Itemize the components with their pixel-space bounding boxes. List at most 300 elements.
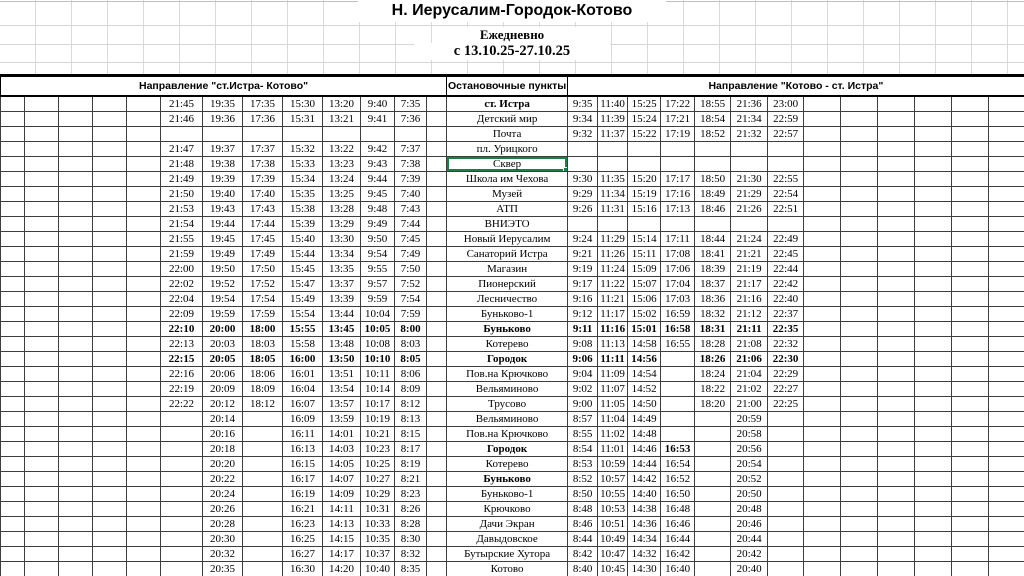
empty-cell[interactable]: [841, 112, 878, 127]
empty-cell[interactable]: [127, 217, 161, 232]
empty-cell[interactable]: [1, 352, 25, 367]
departure-time-cell[interactable]: 18:03: [243, 337, 283, 352]
return-time-cell[interactable]: 11:07: [598, 382, 628, 397]
departure-time-cell[interactable]: 22:09: [161, 307, 203, 322]
empty-cell[interactable]: [127, 472, 161, 487]
empty-cell[interactable]: [1, 517, 25, 532]
departure-time-cell[interactable]: 19:44: [203, 217, 243, 232]
return-time-cell[interactable]: 18:28: [695, 337, 731, 352]
departure-time-cell[interactable]: 15:38: [283, 202, 323, 217]
departure-time-cell[interactable]: 7:49: [395, 247, 427, 262]
departure-time-cell[interactable]: 10:25: [361, 457, 395, 472]
departure-time-cell[interactable]: 20:14: [203, 412, 243, 427]
empty-cell[interactable]: [841, 367, 878, 382]
empty-cell[interactable]: [841, 517, 878, 532]
stop-cell[interactable]: Крючково: [447, 502, 568, 517]
empty-cell[interactable]: [127, 157, 161, 172]
empty-cell[interactable]: [952, 337, 989, 352]
return-time-cell[interactable]: 21:17: [731, 277, 768, 292]
stop-cell[interactable]: Буньково-1: [447, 487, 568, 502]
empty-cell[interactable]: [989, 427, 1024, 442]
departure-time-cell[interactable]: 7:59: [395, 307, 427, 322]
departure-time-cell[interactable]: 19:35: [203, 96, 243, 112]
return-time-cell[interactable]: 16:50: [661, 487, 695, 502]
empty-cell[interactable]: [841, 457, 878, 472]
empty-cell[interactable]: [952, 487, 989, 502]
empty-cell[interactable]: [989, 352, 1024, 367]
return-time-cell[interactable]: 22:51: [768, 202, 804, 217]
return-time-cell[interactable]: [768, 412, 804, 427]
empty-cell[interactable]: [915, 127, 952, 142]
departure-time-cell[interactable]: 20:22: [203, 472, 243, 487]
departure-time-cell[interactable]: 15:40: [283, 232, 323, 247]
empty-cell[interactable]: [915, 487, 952, 502]
stop-cell[interactable]: Санаторий Истра: [447, 247, 568, 262]
empty-cell[interactable]: [59, 96, 93, 112]
empty-cell[interactable]: [989, 337, 1024, 352]
empty-cell[interactable]: [841, 427, 878, 442]
departure-time-cell[interactable]: 13:29: [323, 217, 361, 232]
empty-cell[interactable]: [427, 187, 447, 202]
return-time-cell[interactable]: 18:36: [695, 292, 731, 307]
departure-time-cell[interactable]: 22:19: [161, 382, 203, 397]
empty-cell[interactable]: [878, 412, 915, 427]
empty-cell[interactable]: [804, 532, 841, 547]
empty-cell[interactable]: [878, 367, 915, 382]
empty-cell[interactable]: [93, 352, 127, 367]
empty-cell[interactable]: [427, 157, 447, 172]
return-time-cell[interactable]: 17:13: [661, 202, 695, 217]
return-time-cell[interactable]: 21:02: [731, 382, 768, 397]
empty-cell[interactable]: [93, 532, 127, 547]
return-time-cell[interactable]: 18:50: [695, 172, 731, 187]
return-time-cell[interactable]: 14:32: [628, 547, 661, 562]
stop-cell[interactable]: Котово: [447, 562, 568, 576]
empty-cell[interactable]: [878, 427, 915, 442]
departure-time-cell[interactable]: [161, 442, 203, 457]
empty-cell[interactable]: [878, 127, 915, 142]
return-time-cell[interactable]: [661, 142, 695, 157]
empty-cell[interactable]: [915, 457, 952, 472]
departure-time-cell[interactable]: 8:05: [395, 352, 427, 367]
departure-time-cell[interactable]: [161, 472, 203, 487]
empty-cell[interactable]: [915, 397, 952, 412]
empty-cell[interactable]: [93, 277, 127, 292]
departure-time-cell[interactable]: 8:17: [395, 442, 427, 457]
empty-cell[interactable]: [878, 307, 915, 322]
empty-cell[interactable]: [915, 172, 952, 187]
departure-time-cell[interactable]: 21:46: [161, 112, 203, 127]
empty-cell[interactable]: [427, 427, 447, 442]
return-time-cell[interactable]: [768, 532, 804, 547]
return-time-cell[interactable]: 21:11: [731, 322, 768, 337]
departure-time-cell[interactable]: 10:05: [361, 322, 395, 337]
empty-cell[interactable]: [127, 457, 161, 472]
departure-time-cell[interactable]: 10:35: [361, 532, 395, 547]
departure-time-cell[interactable]: 8:30: [395, 532, 427, 547]
stop-cell[interactable]: Бутырские Хутора: [447, 547, 568, 562]
return-time-cell[interactable]: 10:51: [598, 517, 628, 532]
return-time-cell[interactable]: 11:35: [598, 172, 628, 187]
return-time-cell[interactable]: [768, 487, 804, 502]
departure-time-cell[interactable]: 13:54: [323, 382, 361, 397]
departure-time-cell[interactable]: 7:44: [395, 217, 427, 232]
return-time-cell[interactable]: 10:49: [598, 532, 628, 547]
empty-cell[interactable]: [93, 307, 127, 322]
departure-time-cell[interactable]: 17:40: [243, 187, 283, 202]
departure-time-cell[interactable]: 16:19: [283, 487, 323, 502]
empty-cell[interactable]: [59, 187, 93, 202]
departure-time-cell[interactable]: [161, 127, 203, 142]
return-time-cell[interactable]: 15:02: [628, 307, 661, 322]
departure-time-cell[interactable]: 16:07: [283, 397, 323, 412]
stop-cell[interactable]: Пов.на Крючково: [447, 367, 568, 382]
empty-cell[interactable]: [25, 187, 59, 202]
return-time-cell[interactable]: 11:01: [598, 442, 628, 457]
departure-time-cell[interactable]: 13:44: [323, 307, 361, 322]
empty-cell[interactable]: [93, 217, 127, 232]
departure-time-cell[interactable]: 21:55: [161, 232, 203, 247]
departure-time-cell[interactable]: 15:54: [283, 307, 323, 322]
return-time-cell[interactable]: 11:37: [598, 127, 628, 142]
departure-time-cell[interactable]: 15:33: [283, 157, 323, 172]
return-time-cell[interactable]: [731, 157, 768, 172]
departure-time-cell[interactable]: 10:21: [361, 427, 395, 442]
empty-cell[interactable]: [1, 127, 25, 142]
empty-cell[interactable]: [841, 352, 878, 367]
empty-cell[interactable]: [915, 142, 952, 157]
empty-cell[interactable]: [804, 502, 841, 517]
empty-cell[interactable]: [127, 292, 161, 307]
departure-time-cell[interactable]: 19:37: [203, 142, 243, 157]
empty-cell[interactable]: [989, 157, 1024, 172]
empty-cell[interactable]: [989, 457, 1024, 472]
empty-cell[interactable]: [427, 352, 447, 367]
return-time-cell[interactable]: 18:41: [695, 247, 731, 262]
return-time-cell[interactable]: [598, 142, 628, 157]
stop-cell[interactable]: Детский мир: [447, 112, 568, 127]
departure-time-cell[interactable]: 8:19: [395, 457, 427, 472]
empty-cell[interactable]: [878, 457, 915, 472]
direction-header-right[interactable]: Направление "Котово - ст. Истра": [568, 76, 1024, 97]
empty-cell[interactable]: [878, 547, 915, 562]
return-time-cell[interactable]: 16:40: [661, 562, 695, 576]
empty-cell[interactable]: [915, 517, 952, 532]
empty-cell[interactable]: [59, 292, 93, 307]
departure-time-cell[interactable]: 22:13: [161, 337, 203, 352]
empty-cell[interactable]: [59, 217, 93, 232]
empty-cell[interactable]: [59, 142, 93, 157]
empty-cell[interactable]: [1, 382, 25, 397]
empty-cell[interactable]: [878, 382, 915, 397]
empty-cell[interactable]: [93, 142, 127, 157]
departure-time-cell[interactable]: 18:05: [243, 352, 283, 367]
return-time-cell[interactable]: 20:52: [731, 472, 768, 487]
departure-time-cell[interactable]: 15:32: [283, 142, 323, 157]
empty-cell[interactable]: [59, 322, 93, 337]
return-time-cell[interactable]: 21:12: [731, 307, 768, 322]
empty-cell[interactable]: [427, 487, 447, 502]
empty-cell[interactable]: [989, 187, 1024, 202]
departure-time-cell[interactable]: 20:18: [203, 442, 243, 457]
empty-cell[interactable]: [427, 382, 447, 397]
empty-cell[interactable]: [952, 532, 989, 547]
departure-time-cell[interactable]: 10:33: [361, 517, 395, 532]
departure-time-cell[interactable]: 8:23: [395, 487, 427, 502]
return-time-cell[interactable]: 16:55: [661, 337, 695, 352]
return-time-cell[interactable]: [695, 517, 731, 532]
empty-cell[interactable]: [952, 157, 989, 172]
empty-cell[interactable]: [841, 487, 878, 502]
return-time-cell[interactable]: 22:54: [768, 187, 804, 202]
departure-time-cell[interactable]: 19:45: [203, 232, 243, 247]
departure-time-cell[interactable]: 15:35: [283, 187, 323, 202]
empty-cell[interactable]: [25, 337, 59, 352]
empty-cell[interactable]: [59, 472, 93, 487]
empty-cell[interactable]: [93, 292, 127, 307]
departure-time-cell[interactable]: 15:31: [283, 112, 323, 127]
return-time-cell[interactable]: 14:54: [628, 367, 661, 382]
empty-cell[interactable]: [1, 157, 25, 172]
empty-cell[interactable]: [59, 562, 93, 576]
departure-time-cell[interactable]: 20:32: [203, 547, 243, 562]
empty-cell[interactable]: [878, 472, 915, 487]
return-time-cell[interactable]: [661, 382, 695, 397]
departure-time-cell[interactable]: 9:55: [361, 262, 395, 277]
empty-cell[interactable]: [804, 232, 841, 247]
empty-cell[interactable]: [93, 397, 127, 412]
empty-cell[interactable]: [915, 562, 952, 576]
departure-time-cell[interactable]: 17:39: [243, 172, 283, 187]
empty-cell[interactable]: [915, 232, 952, 247]
empty-cell[interactable]: [427, 322, 447, 337]
return-time-cell[interactable]: [695, 442, 731, 457]
return-time-cell[interactable]: 22:32: [768, 337, 804, 352]
stop-cell[interactable]: Почта: [447, 127, 568, 142]
empty-cell[interactable]: [59, 532, 93, 547]
departure-time-cell[interactable]: 7:45: [395, 232, 427, 247]
departure-time-cell[interactable]: [283, 127, 323, 142]
empty-cell[interactable]: [989, 112, 1024, 127]
empty-cell[interactable]: [989, 382, 1024, 397]
empty-cell[interactable]: [1, 442, 25, 457]
departure-time-cell[interactable]: 17:44: [243, 217, 283, 232]
empty-cell[interactable]: [1, 262, 25, 277]
return-time-cell[interactable]: 22:55: [768, 172, 804, 187]
empty-cell[interactable]: [25, 412, 59, 427]
empty-cell[interactable]: [804, 322, 841, 337]
empty-cell[interactable]: [841, 142, 878, 157]
return-time-cell[interactable]: 9:35: [568, 96, 598, 112]
empty-cell[interactable]: [804, 142, 841, 157]
empty-cell[interactable]: [93, 337, 127, 352]
departure-time-cell[interactable]: 17:37: [243, 142, 283, 157]
empty-cell[interactable]: [25, 142, 59, 157]
empty-cell[interactable]: [127, 127, 161, 142]
stop-cell[interactable]: Вельяминово: [447, 412, 568, 427]
departure-time-cell[interactable]: [161, 562, 203, 576]
empty-cell[interactable]: [25, 292, 59, 307]
departure-time-cell[interactable]: 17:36: [243, 112, 283, 127]
return-time-cell[interactable]: [661, 412, 695, 427]
empty-cell[interactable]: [59, 427, 93, 442]
return-time-cell[interactable]: 9:00: [568, 397, 598, 412]
empty-cell[interactable]: [127, 96, 161, 112]
departure-time-cell[interactable]: 10:27: [361, 472, 395, 487]
departure-time-cell[interactable]: 20:00: [203, 322, 243, 337]
empty-cell[interactable]: [93, 517, 127, 532]
departure-time-cell[interactable]: 16:09: [283, 412, 323, 427]
empty-cell[interactable]: [93, 367, 127, 382]
empty-cell[interactable]: [952, 217, 989, 232]
return-time-cell[interactable]: 14:30: [628, 562, 661, 576]
empty-cell[interactable]: [1, 532, 25, 547]
empty-cell[interactable]: [915, 307, 952, 322]
departure-time-cell[interactable]: 22:16: [161, 367, 203, 382]
empty-cell[interactable]: [878, 112, 915, 127]
empty-cell[interactable]: [878, 217, 915, 232]
return-time-cell[interactable]: 15:07: [628, 277, 661, 292]
departure-time-cell[interactable]: 20:26: [203, 502, 243, 517]
departure-time-cell[interactable]: 10:19: [361, 412, 395, 427]
empty-cell[interactable]: [804, 217, 841, 232]
empty-cell[interactable]: [878, 187, 915, 202]
departure-time-cell[interactable]: 8:12: [395, 397, 427, 412]
return-time-cell[interactable]: 14:38: [628, 502, 661, 517]
return-time-cell[interactable]: [695, 457, 731, 472]
return-time-cell[interactable]: 14:46: [628, 442, 661, 457]
departure-time-cell[interactable]: 13:23: [323, 157, 361, 172]
return-time-cell[interactable]: 21:06: [731, 352, 768, 367]
return-time-cell[interactable]: [695, 427, 731, 442]
departure-time-cell[interactable]: 16:23: [283, 517, 323, 532]
return-time-cell[interactable]: [628, 217, 661, 232]
return-time-cell[interactable]: 21:26: [731, 202, 768, 217]
stop-cell[interactable]: Пов.на Крючково: [447, 427, 568, 442]
empty-cell[interactable]: [952, 382, 989, 397]
departure-time-cell[interactable]: 21:45: [161, 96, 203, 112]
empty-cell[interactable]: [25, 277, 59, 292]
empty-cell[interactable]: [841, 247, 878, 262]
empty-cell[interactable]: [989, 292, 1024, 307]
return-time-cell[interactable]: 9:29: [568, 187, 598, 202]
return-time-cell[interactable]: 16:42: [661, 547, 695, 562]
return-time-cell[interactable]: [768, 142, 804, 157]
departure-time-cell[interactable]: 9:42: [361, 142, 395, 157]
empty-cell[interactable]: [59, 262, 93, 277]
departure-time-cell[interactable]: 15:30: [283, 96, 323, 112]
stop-cell[interactable]: пл. Урицкого: [447, 142, 568, 157]
departure-time-cell[interactable]: 17:54: [243, 292, 283, 307]
departure-time-cell[interactable]: 13:51: [323, 367, 361, 382]
return-time-cell[interactable]: 9:34: [568, 112, 598, 127]
departure-time-cell[interactable]: 21:50: [161, 187, 203, 202]
empty-cell[interactable]: [989, 412, 1024, 427]
empty-cell[interactable]: [127, 517, 161, 532]
departure-time-cell[interactable]: 7:35: [395, 96, 427, 112]
return-time-cell[interactable]: 10:45: [598, 562, 628, 576]
empty-cell[interactable]: [93, 412, 127, 427]
empty-cell[interactable]: [841, 277, 878, 292]
return-time-cell[interactable]: 15:19: [628, 187, 661, 202]
empty-cell[interactable]: [427, 142, 447, 157]
return-time-cell[interactable]: 22:59: [768, 112, 804, 127]
empty-cell[interactable]: [878, 517, 915, 532]
departure-time-cell[interactable]: 16:30: [283, 562, 323, 576]
departure-time-cell[interactable]: 7:38: [395, 157, 427, 172]
return-time-cell[interactable]: 8:44: [568, 532, 598, 547]
empty-cell[interactable]: [878, 532, 915, 547]
empty-cell[interactable]: [841, 532, 878, 547]
empty-cell[interactable]: [952, 562, 989, 576]
empty-cell[interactable]: [878, 277, 915, 292]
departure-time-cell[interactable]: 20:30: [203, 532, 243, 547]
return-time-cell[interactable]: 21:34: [731, 112, 768, 127]
return-time-cell[interactable]: [695, 472, 731, 487]
return-time-cell[interactable]: 15:20: [628, 172, 661, 187]
departure-time-cell[interactable]: [243, 532, 283, 547]
departure-time-cell[interactable]: 19:38: [203, 157, 243, 172]
empty-cell[interactable]: [878, 142, 915, 157]
return-time-cell[interactable]: 22:35: [768, 322, 804, 337]
departure-time-cell[interactable]: 13:30: [323, 232, 361, 247]
empty-cell[interactable]: [127, 352, 161, 367]
departure-time-cell[interactable]: 21:49: [161, 172, 203, 187]
empty-cell[interactable]: [427, 172, 447, 187]
departure-time-cell[interactable]: [243, 502, 283, 517]
return-time-cell[interactable]: 21:29: [731, 187, 768, 202]
return-time-cell[interactable]: [695, 217, 731, 232]
empty-cell[interactable]: [127, 277, 161, 292]
empty-cell[interactable]: [952, 412, 989, 427]
departure-time-cell[interactable]: 7:36: [395, 112, 427, 127]
empty-cell[interactable]: [1, 397, 25, 412]
empty-cell[interactable]: [989, 367, 1024, 382]
empty-cell[interactable]: [127, 202, 161, 217]
empty-cell[interactable]: [427, 337, 447, 352]
return-time-cell[interactable]: 20:59: [731, 412, 768, 427]
return-time-cell[interactable]: 22:30: [768, 352, 804, 367]
return-time-cell[interactable]: [661, 352, 695, 367]
return-time-cell[interactable]: 10:57: [598, 472, 628, 487]
departure-time-cell[interactable]: [243, 547, 283, 562]
return-time-cell[interactable]: 22:27: [768, 382, 804, 397]
departure-time-cell[interactable]: 9:44: [361, 172, 395, 187]
departure-time-cell[interactable]: 19:49: [203, 247, 243, 262]
direction-header-left[interactable]: Направление "ст.Истра- Котово": [1, 76, 447, 97]
return-time-cell[interactable]: 17:17: [661, 172, 695, 187]
empty-cell[interactable]: [804, 472, 841, 487]
return-time-cell[interactable]: 16:44: [661, 532, 695, 547]
return-time-cell[interactable]: [695, 547, 731, 562]
empty-cell[interactable]: [127, 397, 161, 412]
return-time-cell[interactable]: 20:48: [731, 502, 768, 517]
return-time-cell[interactable]: 17:03: [661, 292, 695, 307]
departure-time-cell[interactable]: 22:22: [161, 397, 203, 412]
departure-time-cell[interactable]: 19:54: [203, 292, 243, 307]
empty-cell[interactable]: [878, 397, 915, 412]
return-time-cell[interactable]: 9:11: [568, 322, 598, 337]
departure-time-cell[interactable]: 16:01: [283, 367, 323, 382]
empty-cell[interactable]: [427, 442, 447, 457]
return-time-cell[interactable]: 18:37: [695, 277, 731, 292]
empty-cell[interactable]: [915, 382, 952, 397]
departure-time-cell[interactable]: 13:57: [323, 397, 361, 412]
return-time-cell[interactable]: 11:21: [598, 292, 628, 307]
return-time-cell[interactable]: [768, 562, 804, 576]
return-time-cell[interactable]: [661, 427, 695, 442]
stop-cell[interactable]: Магазин: [447, 262, 568, 277]
